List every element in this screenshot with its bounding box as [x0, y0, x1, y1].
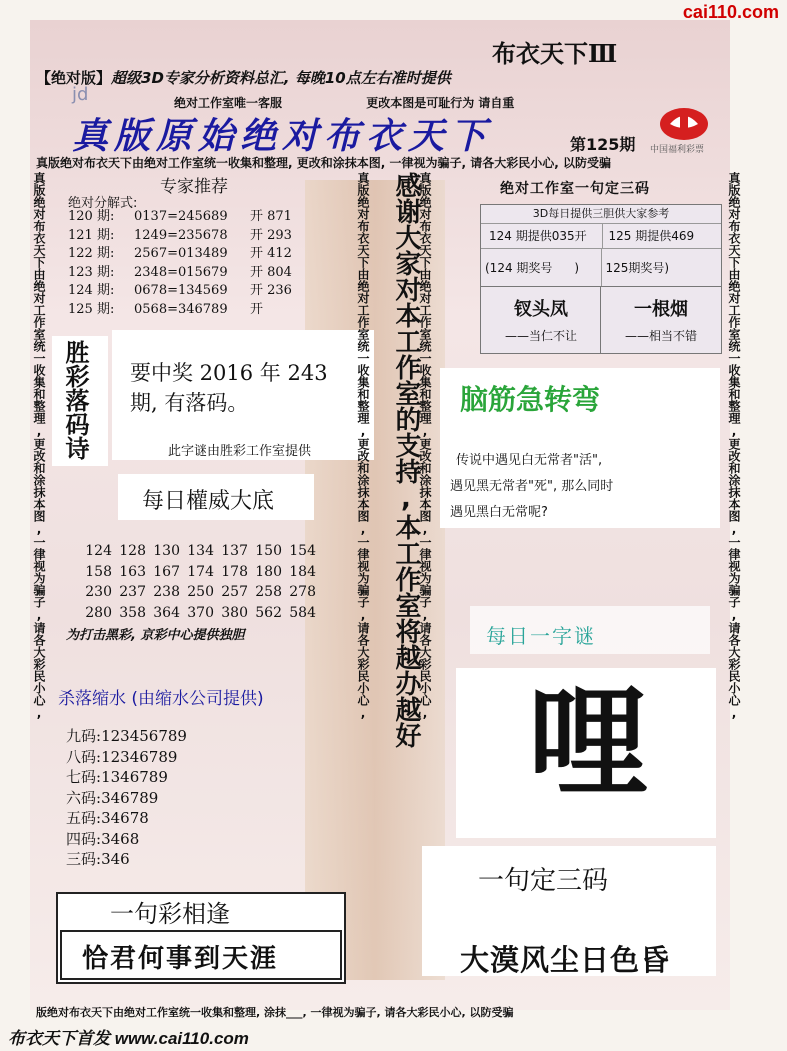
shrink-row: 五码:34678 — [66, 809, 149, 827]
lottery-logo — [648, 104, 720, 156]
reference-cell: 124 期提供035开 — [481, 224, 603, 248]
daily-base-row: 230 237 238 250 257 258 278 — [85, 584, 316, 600]
reference-table — [480, 204, 722, 288]
lottery-logo-text: 中国福利彩票 — [650, 145, 705, 155]
reference-cell: (124 期奖号 ) — [481, 249, 602, 287]
card-two — [600, 286, 722, 354]
poem-title: 胜彩落码诗 — [61, 340, 89, 460]
expert-label: 绝对分解式: — [68, 196, 138, 211]
shrink-list — [66, 726, 187, 870]
brain-title: 脑筋急转弯 — [460, 383, 601, 416]
center2-vertical-statement: 真版绝对布衣天下由绝对工作室统一收集和整理,更改和涂抹本图,一律视为骗子,请各大彩民小心, — [418, 172, 432, 720]
reference-cell: 125 期提供469 — [608, 229, 695, 243]
shrink-row: 六码:346789 — [66, 788, 159, 807]
statement-bottom: 版绝对布衣天下由绝对工作室统一收集和整理, 涂抹___, 一律视为骗子, 请各大彩民小心, 以防受骗 — [36, 1006, 514, 1019]
card-one — [480, 286, 602, 354]
reference-cell: 125期奖号) — [605, 261, 670, 275]
brain-text — [450, 448, 613, 526]
left-vertical-statement: 真版绝对布衣天下由绝对工作室统一收集和整理,更改和涂抹本图,一律视为骗子,请各大彩民小心, — [32, 172, 46, 720]
reference-row — [481, 224, 721, 249]
center-vertical-statement: 真版绝对布衣天下由绝对工作室统一收集和整理,更改和涂抹本图,一律视为骗子,请各大彩民小心, — [356, 172, 370, 720]
shrink-row: 九码:123456789 — [66, 727, 187, 745]
brain-line: 遇见黑白无常呢? — [450, 505, 548, 520]
main-title: 真版原始绝对布衣天下 — [72, 115, 493, 157]
jd-mark: jd — [72, 84, 89, 105]
riddle-character: 哩 — [528, 674, 648, 813]
shrink-row: 八码:12346789 — [66, 747, 178, 766]
card-two-sub: ——相当不错 — [624, 329, 697, 343]
card-two-title: 一根烟 — [634, 299, 688, 320]
daily-base-grid — [72, 541, 316, 623]
card-one-title: 钗头凤 — [514, 299, 568, 320]
expert-row: 120 期: 0137=245689 开 871 — [68, 209, 292, 224]
brain-line: 传说中遇见白无常者"活", — [456, 453, 603, 468]
statement-top: 真版绝对布衣天下由绝对工作室统一收集和整理, 更改和涂抹本图, 一律视为骗子, 请各大彩民小心, 以防受骗 — [36, 156, 611, 170]
shrink-row: 四码:3468 — [66, 829, 140, 848]
shrink-title: 杀落缩水 (由缩水公司提供) — [58, 689, 264, 709]
riddle-title: 每日一字谜 — [486, 624, 596, 648]
shrink-row: 三码:346 — [66, 850, 130, 868]
daily-base-row: 124 128 130 134 137 150 154 — [85, 543, 316, 559]
subtitle-text: 超级3D专家分析资料总汇, 每晚10点左右准时提供 — [111, 69, 451, 87]
reference-row — [481, 249, 721, 287]
subtitle-line — [36, 67, 451, 88]
service-note-left: 绝对工作室唯一客服 — [174, 96, 283, 110]
expert-heading: 专家推荐 — [160, 177, 228, 197]
expert-row: 123 期: 2348=015679 开 804 — [68, 264, 292, 280]
reference-table-title: 3D每日提供三胆供大家参考 — [481, 205, 721, 224]
daily-base-credit: 为打击黑彩, 京彩中心提供独胆 — [66, 628, 245, 643]
issue-number: 第125期 — [570, 135, 636, 154]
poem-text: 要中奖 2016 年 243 期, 有落码。 — [130, 361, 328, 415]
service-note-right: 更改本图是可耻行为 请自重 — [366, 96, 515, 110]
daily-base-title: 每日權威大底 — [142, 489, 275, 514]
footer-text: 布衣天下首发 www.cai110.com — [8, 1029, 249, 1048]
three-code-title: 一句定三码 — [478, 866, 609, 896]
version-prefix: 【绝对版】 — [36, 69, 112, 87]
daily-base-row: 280 358 364 370 380 562 584 — [85, 604, 316, 621]
three-code-text: 大漠风尘日色昏 — [460, 943, 671, 977]
brain-line: 遇见黑无常者"死", 那么同时 — [450, 479, 614, 494]
expert-row: 121 期: 1249=235678 开 293 — [68, 227, 292, 243]
right-vertical-statement: 真版绝对布衣天下由绝对工作室统一收集和整理,更改和涂抹本图,一律视为骗子,请各大彩民小心, — [727, 172, 741, 720]
expert-row: 125 期: 0568=346789 开 — [68, 301, 264, 317]
card-one-sub: ——当仁不让 — [504, 329, 577, 343]
expert-row: 122 期: 2567=013489 开 412 — [68, 246, 292, 261]
phrase-text: 恰君何事到天涯 — [82, 944, 279, 974]
expert-table — [68, 208, 292, 319]
daily-base-row: 158 163 167 174 178 180 184 — [85, 563, 316, 580]
brand-title: 布衣天下Ⅲ — [492, 39, 618, 68]
expert-row: 124 期: 0678=134569 开 236 — [68, 283, 292, 298]
poem-credit: 此字谜由胜彩工作室提供 — [168, 444, 312, 459]
thanks-vertical: 感谢大家对本工作室的支持,本工作室将越办越好 — [391, 172, 421, 748]
watermark-site: cai110.com — [682, 2, 779, 22]
shrink-row: 七码:1346789 — [66, 768, 168, 786]
phrase-title: 一句彩相逢 — [110, 900, 230, 928]
right-header: 绝对工作室一句定三码 — [500, 181, 650, 197]
